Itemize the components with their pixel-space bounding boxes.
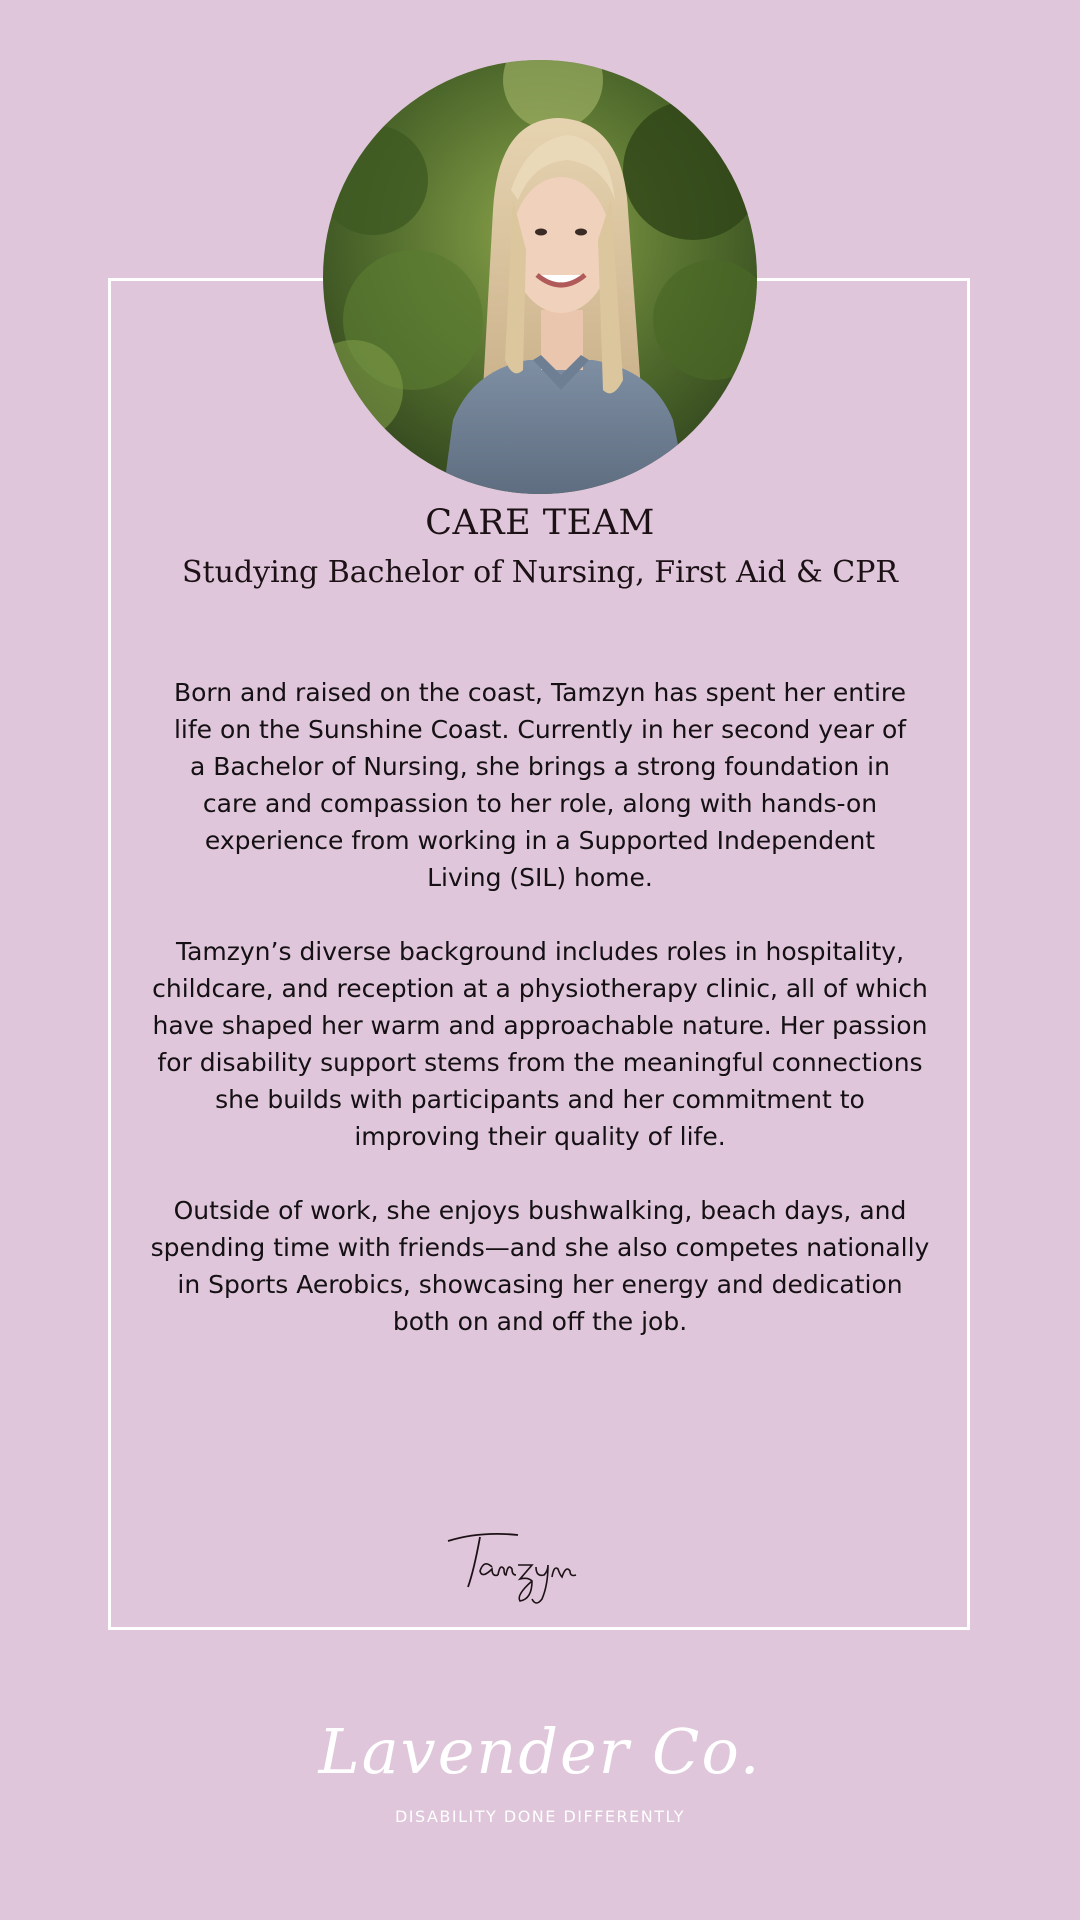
- bio-paragraph: Tamzyn’s diverse background includes roles in hospitality, childcare, and reception at a physiotherapy clinic, all of which have shaped her warm and approachable nature. Her passion for disability support stems from the meaningful connections she builds with participants and her commitment to improving their quality of life.: [152, 937, 928, 1151]
- brand-name: Lavender Co.: [318, 1715, 762, 1788]
- bio-text: [150, 674, 930, 1377]
- role-title: CARE TEAM: [425, 503, 655, 543]
- portrait-photo-icon: [323, 60, 757, 494]
- bio-paragraph: Outside of work, she enjoys bushwalking, beach days, and spending time with friends—and she also competes nationally in Sports Aerobics, showcasing her energy and dedication both on and off the job.: [150, 1196, 930, 1336]
- brand-tagline: DISABILITY DONE DIFFERENTLY: [394, 1807, 686, 1826]
- bio-paragraph: Born and raised on the coast, Tamzyn has spent her entire life on the Sunshine Coast. Currently in her second year of a Bachelor of Nursing, she brings a strong foundation in care and compassion to her role, along with hands-on experience from working in a Supported Independent Living (SIL) home.: [173, 678, 907, 892]
- brand-logo: [0, 1715, 1080, 1835]
- profile-photo: [323, 60, 757, 494]
- signature: [440, 1525, 640, 1615]
- signature-icon: [440, 1525, 640, 1615]
- role-subtitle: Studying Bachelor of Nursing, First Aid & CPR: [182, 555, 898, 590]
